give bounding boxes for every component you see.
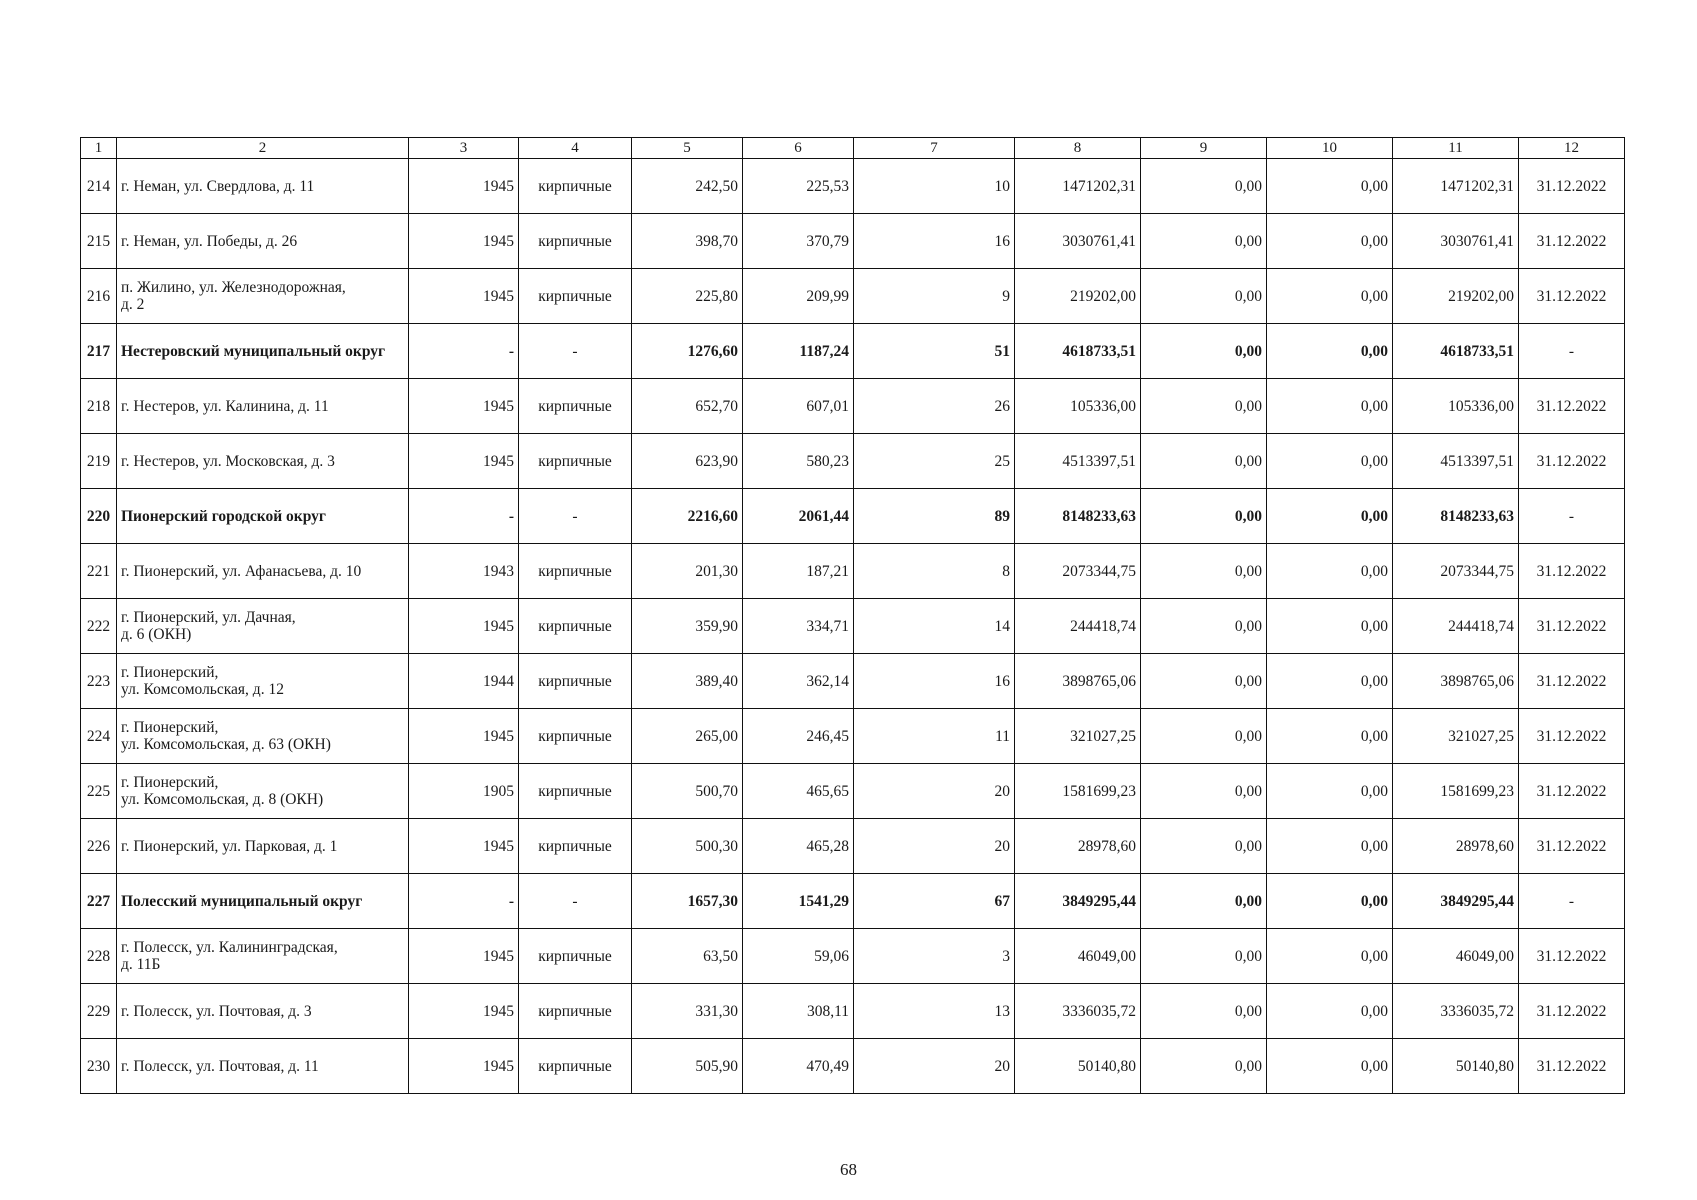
cell-residents: 8 (854, 544, 1015, 599)
cell-row-number: 227 (81, 874, 117, 929)
table-row (81, 654, 1625, 709)
cell-cost-fund: 0,00 (1141, 269, 1267, 324)
cell-residents: 20 (854, 764, 1015, 819)
cell-residents: 67 (854, 874, 1015, 929)
cell-area-total: 201,30 (632, 544, 743, 599)
cell-cost-fund: 0,00 (1141, 1039, 1267, 1094)
cell-residents: 25 (854, 434, 1015, 489)
cell-year: 1945 (409, 379, 519, 434)
cell-area-living: 465,65 (743, 764, 854, 819)
cell-cost-other: 3030761,41 (1393, 214, 1519, 269)
cell-cost-other: 8148233,63 (1393, 489, 1519, 544)
cell-cost-budget: 0,00 (1267, 379, 1393, 434)
cell-cost-total: 28978,60 (1015, 819, 1141, 874)
cell-area-living: 187,21 (743, 544, 854, 599)
cell-area-living: 209,99 (743, 269, 854, 324)
table-row (81, 984, 1625, 1039)
cell-cost-other: 3849295,44 (1393, 874, 1519, 929)
cell-row-number: 224 (81, 709, 117, 764)
cell-row-number: 221 (81, 544, 117, 599)
cell-residents: 20 (854, 819, 1015, 874)
cell-cost-fund: 0,00 (1141, 599, 1267, 654)
column-header-6: 6 (743, 138, 854, 159)
cell-area-total: 359,90 (632, 599, 743, 654)
cell-completion-date: 31.12.2022 (1519, 269, 1625, 324)
column-header-2: 2 (117, 138, 409, 159)
table-row (81, 764, 1625, 819)
cell-area-living: 362,14 (743, 654, 854, 709)
column-header-8: 8 (1015, 138, 1141, 159)
cell-year: 1945 (409, 269, 519, 324)
cell-cost-other: 105336,00 (1393, 379, 1519, 434)
cell-cost-total: 1471202,31 (1015, 159, 1141, 214)
cell-area-living: 465,28 (743, 819, 854, 874)
cell-cost-fund: 0,00 (1141, 654, 1267, 709)
cell-cost-budget: 0,00 (1267, 544, 1393, 599)
cell-cost-total: 1581699,23 (1015, 764, 1141, 819)
cell-cost-total: 46049,00 (1015, 929, 1141, 984)
cell-cost-fund: 0,00 (1141, 214, 1267, 269)
table-row (81, 379, 1625, 434)
cell-residents: 26 (854, 379, 1015, 434)
cell-row-number: 216 (81, 269, 117, 324)
cell-cost-budget: 0,00 (1267, 984, 1393, 1039)
cell-address: Полесский муниципальный округ (117, 874, 409, 929)
cell-address: г. Пионерский, ул. Комсомольская, д. 8 (ОКН) (117, 764, 409, 819)
cell-area-total: 1276,60 (632, 324, 743, 379)
cell-cost-total: 50140,80 (1015, 1039, 1141, 1094)
cell-cost-other: 3336035,72 (1393, 984, 1519, 1039)
cell-row-number: 217 (81, 324, 117, 379)
cell-completion-date: 31.12.2022 (1519, 654, 1625, 709)
cell-year: 1943 (409, 544, 519, 599)
cell-cost-fund: 0,00 (1141, 159, 1267, 214)
cell-year: - (409, 489, 519, 544)
cell-cost-other: 3898765,06 (1393, 654, 1519, 709)
cell-wall-material: кирпичные (519, 599, 632, 654)
cell-year: - (409, 324, 519, 379)
cell-address: г. Пионерский, ул. Комсомольская, д. 63 (ОКН) (117, 709, 409, 764)
cell-year: 1945 (409, 599, 519, 654)
cell-wall-material: кирпичные (519, 269, 632, 324)
cell-area-total: 1657,30 (632, 874, 743, 929)
page-number: 68 (840, 1160, 857, 1179)
cell-area-total: 2216,60 (632, 489, 743, 544)
cell-area-total: 652,70 (632, 379, 743, 434)
cell-cost-other: 46049,00 (1393, 929, 1519, 984)
cell-address: г. Полесск, ул. Калининградская, д. 11Б (117, 929, 409, 984)
cell-row-number: 229 (81, 984, 117, 1039)
cell-row-number: 223 (81, 654, 117, 709)
cell-completion-date: 31.12.2022 (1519, 709, 1625, 764)
cell-completion-date: - (1519, 324, 1625, 379)
cell-cost-budget: 0,00 (1267, 434, 1393, 489)
table-row (81, 599, 1625, 654)
table-row (81, 819, 1625, 874)
table-row (81, 159, 1625, 214)
cell-address: п. Жилино, ул. Железнодорожная, д. 2 (117, 269, 409, 324)
cell-row-number: 222 (81, 599, 117, 654)
cell-address: г. Нестеров, ул. Московская, д. 3 (117, 434, 409, 489)
cell-area-total: 242,50 (632, 159, 743, 214)
cell-cost-fund: 0,00 (1141, 544, 1267, 599)
cell-cost-budget: 0,00 (1267, 874, 1393, 929)
cell-year: 1945 (409, 819, 519, 874)
cell-area-living: 1541,29 (743, 874, 854, 929)
cell-area-living: 334,71 (743, 599, 854, 654)
cell-address: Пионерский городской округ (117, 489, 409, 544)
cell-wall-material: кирпичные (519, 709, 632, 764)
cell-cost-budget: 0,00 (1267, 214, 1393, 269)
column-header-5: 5 (632, 138, 743, 159)
table-row (81, 1039, 1625, 1094)
cell-area-total: 500,70 (632, 764, 743, 819)
cell-residents: 89 (854, 489, 1015, 544)
cell-cost-total: 3849295,44 (1015, 874, 1141, 929)
subtotal-row (81, 324, 1625, 379)
cell-cost-total: 3336035,72 (1015, 984, 1141, 1039)
cell-area-total: 623,90 (632, 434, 743, 489)
cell-cost-budget: 0,00 (1267, 324, 1393, 379)
cell-cost-total: 4513397,51 (1015, 434, 1141, 489)
cell-wall-material: кирпичные (519, 929, 632, 984)
cell-area-living: 225,53 (743, 159, 854, 214)
cell-row-number: 220 (81, 489, 117, 544)
cell-wall-material: - (519, 324, 632, 379)
cell-wall-material: кирпичные (519, 1039, 632, 1094)
cell-year: 1945 (409, 984, 519, 1039)
cell-year: 1944 (409, 654, 519, 709)
cell-cost-budget: 0,00 (1267, 929, 1393, 984)
cell-completion-date: 31.12.2022 (1519, 599, 1625, 654)
cell-completion-date: 31.12.2022 (1519, 1039, 1625, 1094)
cell-cost-fund: 0,00 (1141, 489, 1267, 544)
cell-residents: 3 (854, 929, 1015, 984)
subtotal-row (81, 874, 1625, 929)
column-header-7: 7 (854, 138, 1015, 159)
cell-completion-date: 31.12.2022 (1519, 214, 1625, 269)
cell-address: г. Пионерский, ул. Комсомольская, д. 12 (117, 654, 409, 709)
table-row (81, 269, 1625, 324)
cell-residents: 16 (854, 214, 1015, 269)
cell-cost-fund: 0,00 (1141, 379, 1267, 434)
cell-cost-other: 1581699,23 (1393, 764, 1519, 819)
cell-completion-date: 31.12.2022 (1519, 379, 1625, 434)
table-row (81, 544, 1625, 599)
cell-year: 1945 (409, 929, 519, 984)
cell-cost-other: 321027,25 (1393, 709, 1519, 764)
cell-year: 1905 (409, 764, 519, 819)
cell-row-number: 226 (81, 819, 117, 874)
cell-cost-fund: 0,00 (1141, 984, 1267, 1039)
cell-cost-budget: 0,00 (1267, 709, 1393, 764)
cell-completion-date: 31.12.2022 (1519, 819, 1625, 874)
cell-row-number: 218 (81, 379, 117, 434)
cell-row-number: 230 (81, 1039, 117, 1094)
cell-wall-material: кирпичные (519, 214, 632, 269)
cell-cost-budget: 0,00 (1267, 1039, 1393, 1094)
header-row (81, 138, 1625, 159)
cell-residents: 11 (854, 709, 1015, 764)
cell-year: 1945 (409, 1039, 519, 1094)
cell-completion-date: 31.12.2022 (1519, 929, 1625, 984)
column-header-10: 10 (1267, 138, 1393, 159)
cell-address: г. Пионерский, ул. Парковая, д. 1 (117, 819, 409, 874)
cell-wall-material: - (519, 489, 632, 544)
cell-completion-date: - (1519, 874, 1625, 929)
cell-completion-date: - (1519, 489, 1625, 544)
cell-cost-total: 8148233,63 (1015, 489, 1141, 544)
cell-wall-material: кирпичные (519, 764, 632, 819)
cell-area-total: 389,40 (632, 654, 743, 709)
cell-area-living: 607,01 (743, 379, 854, 434)
cell-row-number: 228 (81, 929, 117, 984)
cell-area-living: 59,06 (743, 929, 854, 984)
cell-address: г. Пионерский, ул. Дачная, д. 6 (ОКН) (117, 599, 409, 654)
cell-address: г. Неман, ул. Победы, д. 26 (117, 214, 409, 269)
cell-address: Нестеровский муниципальный округ (117, 324, 409, 379)
cell-area-living: 2061,44 (743, 489, 854, 544)
cell-wall-material: кирпичные (519, 159, 632, 214)
cell-wall-material: кирпичные (519, 819, 632, 874)
cell-wall-material: кирпичные (519, 984, 632, 1039)
cell-residents: 9 (854, 269, 1015, 324)
cell-cost-fund: 0,00 (1141, 874, 1267, 929)
cell-cost-total: 244418,74 (1015, 599, 1141, 654)
cell-address: г. Неман, ул. Свердлова, д. 11 (117, 159, 409, 214)
column-header-12: 12 (1519, 138, 1625, 159)
cell-address: г. Нестеров, ул. Калинина, д. 11 (117, 379, 409, 434)
cell-area-total: 63,50 (632, 929, 743, 984)
cell-area-living: 308,11 (743, 984, 854, 1039)
cell-cost-total: 219202,00 (1015, 269, 1141, 324)
cell-completion-date: 31.12.2022 (1519, 984, 1625, 1039)
cell-area-total: 398,70 (632, 214, 743, 269)
cell-cost-fund: 0,00 (1141, 819, 1267, 874)
cell-cost-fund: 0,00 (1141, 929, 1267, 984)
cell-address: г. Полесск, ул. Почтовая, д. 3 (117, 984, 409, 1039)
cell-area-living: 580,23 (743, 434, 854, 489)
column-header-9: 9 (1141, 138, 1267, 159)
cell-wall-material: кирпичные (519, 379, 632, 434)
cell-area-living: 1187,24 (743, 324, 854, 379)
cell-area-living: 470,49 (743, 1039, 854, 1094)
table-row (81, 929, 1625, 984)
cell-area-total: 265,00 (632, 709, 743, 764)
cell-address: г. Полесск, ул. Почтовая, д. 11 (117, 1039, 409, 1094)
cell-cost-total: 321027,25 (1015, 709, 1141, 764)
cell-cost-budget: 0,00 (1267, 269, 1393, 324)
cell-wall-material: кирпичные (519, 434, 632, 489)
cell-area-living: 370,79 (743, 214, 854, 269)
cell-year: - (409, 874, 519, 929)
cell-area-total: 331,30 (632, 984, 743, 1039)
cell-cost-budget: 0,00 (1267, 654, 1393, 709)
cell-area-total: 505,90 (632, 1039, 743, 1094)
cell-cost-other: 50140,80 (1393, 1039, 1519, 1094)
cell-year: 1945 (409, 159, 519, 214)
cell-area-total: 225,80 (632, 269, 743, 324)
cell-completion-date: 31.12.2022 (1519, 434, 1625, 489)
cell-address: г. Пионерский, ул. Афанасьева, д. 10 (117, 544, 409, 599)
cell-year: 1945 (409, 434, 519, 489)
cell-row-number: 214 (81, 159, 117, 214)
table-row (81, 214, 1625, 269)
table-header (81, 138, 1625, 159)
cell-wall-material: кирпичные (519, 654, 632, 709)
register-table (80, 137, 1625, 1094)
cell-completion-date: 31.12.2022 (1519, 544, 1625, 599)
table-row (81, 709, 1625, 764)
cell-cost-other: 4513397,51 (1393, 434, 1519, 489)
cell-cost-fund: 0,00 (1141, 709, 1267, 764)
column-header-4: 4 (519, 138, 632, 159)
cell-row-number: 215 (81, 214, 117, 269)
cell-wall-material: - (519, 874, 632, 929)
cell-area-total: 500,30 (632, 819, 743, 874)
column-header-1: 1 (81, 138, 117, 159)
cell-cost-budget: 0,00 (1267, 819, 1393, 874)
cell-residents: 10 (854, 159, 1015, 214)
cell-cost-total: 3030761,41 (1015, 214, 1141, 269)
table-body (81, 159, 1625, 1094)
cell-cost-other: 28978,60 (1393, 819, 1519, 874)
cell-cost-other: 4618733,51 (1393, 324, 1519, 379)
cell-row-number: 225 (81, 764, 117, 819)
cell-residents: 13 (854, 984, 1015, 1039)
cell-residents: 14 (854, 599, 1015, 654)
cell-cost-budget: 0,00 (1267, 599, 1393, 654)
cell-cost-budget: 0,00 (1267, 489, 1393, 544)
cell-row-number: 219 (81, 434, 117, 489)
cell-cost-total: 2073344,75 (1015, 544, 1141, 599)
cell-cost-other: 1471202,31 (1393, 159, 1519, 214)
cell-wall-material: кирпичные (519, 544, 632, 599)
cell-cost-fund: 0,00 (1141, 434, 1267, 489)
column-header-3: 3 (409, 138, 519, 159)
cell-cost-budget: 0,00 (1267, 764, 1393, 819)
cell-cost-total: 3898765,06 (1015, 654, 1141, 709)
table-row (81, 434, 1625, 489)
cell-completion-date: 31.12.2022 (1519, 764, 1625, 819)
cell-cost-other: 2073344,75 (1393, 544, 1519, 599)
cell-residents: 51 (854, 324, 1015, 379)
cell-cost-total: 4618733,51 (1015, 324, 1141, 379)
column-header-11: 11 (1393, 138, 1519, 159)
subtotal-row (81, 489, 1625, 544)
cell-cost-fund: 0,00 (1141, 764, 1267, 819)
cell-year: 1945 (409, 214, 519, 269)
cell-cost-total: 105336,00 (1015, 379, 1141, 434)
cell-completion-date: 31.12.2022 (1519, 159, 1625, 214)
cell-cost-fund: 0,00 (1141, 324, 1267, 379)
cell-cost-budget: 0,00 (1267, 159, 1393, 214)
cell-residents: 16 (854, 654, 1015, 709)
cell-cost-other: 244418,74 (1393, 599, 1519, 654)
cell-cost-other: 219202,00 (1393, 269, 1519, 324)
cell-area-living: 246,45 (743, 709, 854, 764)
cell-year: 1945 (409, 709, 519, 764)
cell-residents: 20 (854, 1039, 1015, 1094)
